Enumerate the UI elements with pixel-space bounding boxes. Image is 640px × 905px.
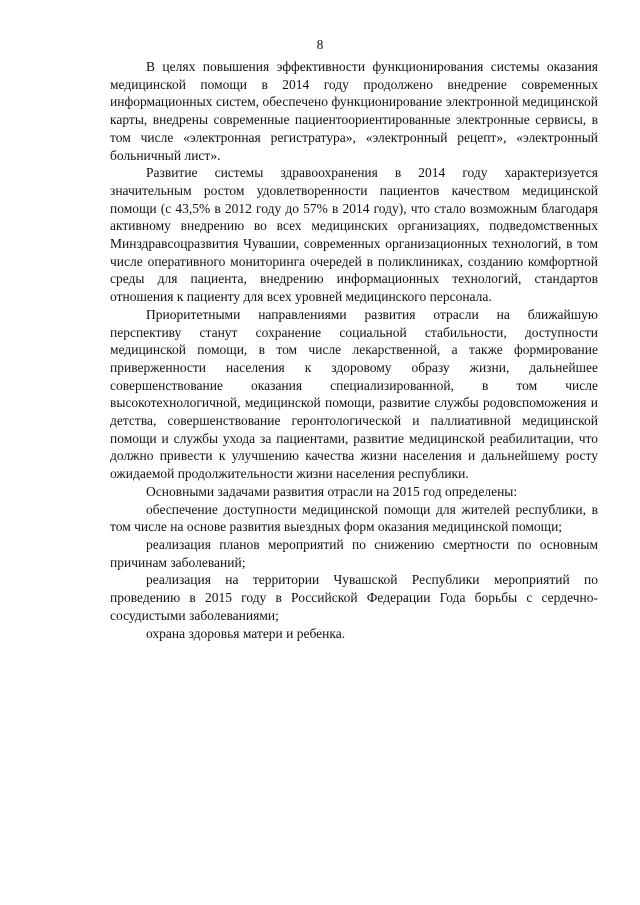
task-item-cardiovascular-year: реализация на территории Чувашской Республики мероприятий по проведению в 2015 году в Российской Федерации Года борьбы с сердечно-сосудистыми заболеваниями;	[110, 572, 598, 623]
paragraph-priority-directions: Приоритетными направлениями развития отрасли на ближайшую перспективу станут сохранение социальной стабильности, доступности медицинской помощи, в том числе лекарственной, а также формирование приверженности населения к здоровому образу жизни, дальнейшее совершенствование оказания специализированной, в том числе высокотехнологичной, медицинской помощи, развитие службы родовспоможения и детства, совершенствование геронтологической и паллиативной медицинской помощи и службы ухода за пациентами, развитие медицинской реабилитации, что должно привести к улучшению качества жизни населения и дальнейшему росту ожидаемой продолжительности жизни населения республики.	[110, 306, 598, 482]
paragraph-healthcare-development: Развитие системы здравоохранения в 2014 году характеризуется значительным ростом удовлетворенности пациентов качеством медицинской помощи (с 43,5% в 2012 году до 57% в 2014 году), что стало возможным благодаря активному внедрению во всех медицинских организациях, подведомственных Минздравсоцразвития Чувашии, современных организационных технологий, в том числе оперативного мониторинга очередей в поликлиниках, созданию комфортной среды для пациента, внедрению информационных технологий, стандартов отношения к пациенту для всех уровней медицинского персонала.	[110, 165, 598, 305]
page-number: 8	[316, 37, 324, 52]
paragraph-main-tasks-intro: Основными задачами развития отрасли на 2015 год определены:	[146, 483, 518, 499]
task-item-mortality-reduction: реализация планов мероприятий по снижению смертности по основным причинам заболеваний;	[110, 536, 598, 570]
task-item-maternal-child-health: охрана здоровья матери и ребенка.	[146, 625, 346, 641]
paragraph-information-systems: В целях повышения эффективности функционирования системы оказания медицинской помощи в 2014 году продолжено внедрение современных информационных систем, обеспечено функционирование электронной медицинской карты, внедрены современные пациентоориентированные электронные сервисы, в том числе «электронная регистратура», «электронный рецепт», «электронный больничный лист».	[110, 59, 598, 163]
document-body	[110, 58, 598, 642]
task-item-accessibility: обеспечение доступности медицинской помощи для жителей республики, в том числе на основе развития выездных форм оказания медицинской помощи;	[110, 501, 598, 535]
